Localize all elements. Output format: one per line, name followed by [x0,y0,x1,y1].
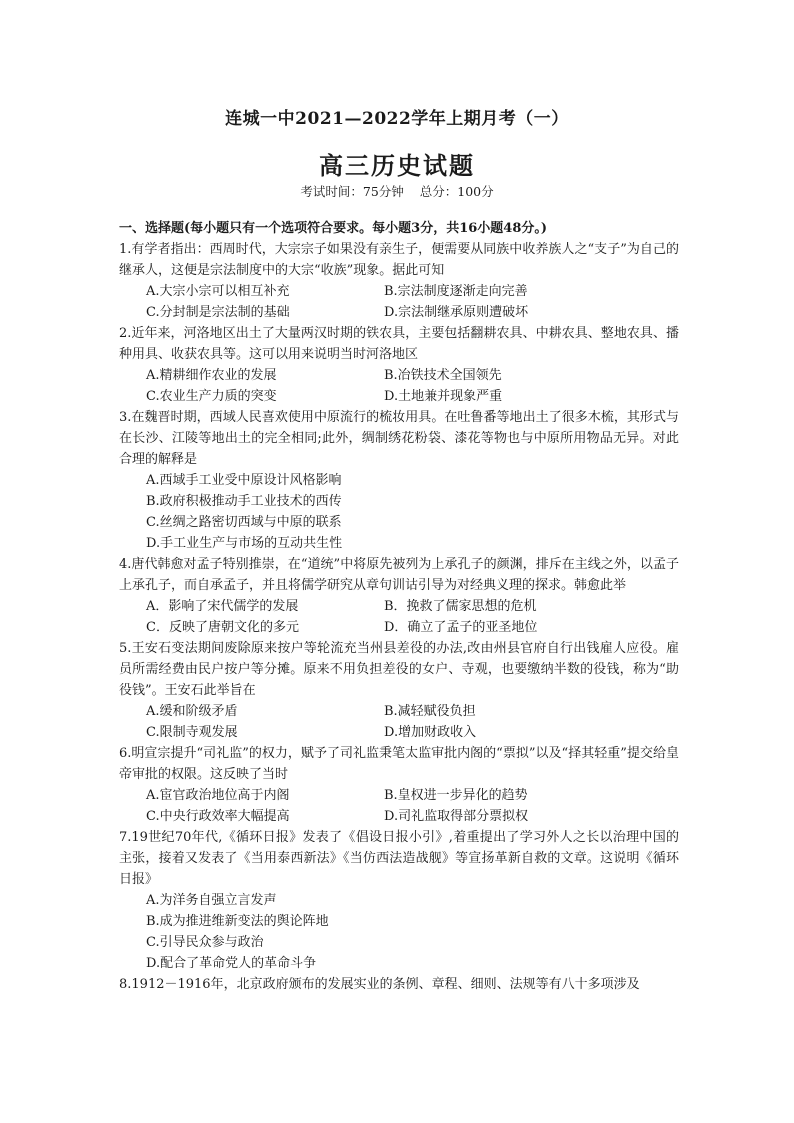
option-b: B.皇权进一步异化的趋势 [384,788,528,803]
header [0,104,794,129]
option-d: D.土地兼并现象严重 [384,389,503,404]
question-stem: 8.1912－1916年，北京政府颁布的发展实业的条例、章程、细则、法规等有八十多项涉及 [119,977,640,992]
option-d: D．确立了孟子的亚圣地位 [384,620,538,635]
question-stem: 3.在魏晋时期，西域人民喜欢使用中原流行的梳妆用具。在吐鲁番等地出土了很多木梳，其形式与在长沙、江陵等地出土的完全相同;此外，绸制绣花粉袋、漆花等物也与中原所用物品无异。对此合理的解释是 [119,410,679,467]
question-stem: 5.王安石变法期间废除原来按户等轮流充当州县差役的办法,改由州县官府自行出钱雇人应役。雇员所需经费由民户按户等分摊。原来不用负担差役的女户、寺观，也要缴纳半数的役钱，称为“助役钱”。王安石此举旨在 [119,641,679,698]
question-stem: 2.近年来，河洛地区出土了大量两汉时期的铁农具，主要包括翻耕农具、中耕农具、整地农具、播种用具、收获农具等。这可以用来说明当时河洛地区 [119,326,679,362]
question-stem: 6.明宣宗提升“司礼监”的权力，赋予了司礼监秉笔太监审批内阁的“票拟”以及“择其轻重”提交给皇帝审批的权限。这反映了当时 [119,746,679,782]
options-grid [119,785,679,827]
option-b: B．挽救了儒家思想的危机 [384,599,537,614]
option-b: B.成为推进维新变法的舆论阵地 [146,914,329,929]
option-a: A.宦官政治地位高于内阁 [146,788,290,803]
option-d: D.司礼监取得部分票拟权 [384,809,529,824]
option-c: C.限制寺观发展 [146,725,238,740]
option-a: A.为洋务自强立言发声 [146,893,277,908]
question-stem: 7.19世纪70年代,《循环日报》发表了《倡设日报小引》,着重提出了学习外人之长以治理中国的主张，接着又发表了《当用泰西新法》《当仿西法造战舰》等宣扬革新自救的文章。这说明《循环日报》 [119,830,679,887]
option-a: A.大宗小宗可以相互补充 [146,284,290,299]
option-c: C.中央行政效率大幅提高 [146,809,290,824]
option-a: A.缓和阶级矛盾 [146,704,238,719]
question-list [119,218,679,995]
option-d: D.手工业生产与市场的互动共生性 [146,536,343,551]
options-grid [119,281,679,323]
exam-meta [0,182,794,200]
option-c: C.农业生产力质的突变 [146,389,277,404]
question-stem: 1.有学者指出：西周时代，大宗宗子如果没有亲生子，便需要从同族中收养族人之“支子”为自己的继承人，这便是宗法制度中的大宗“收族”现象。据此可知 [119,242,679,278]
option-b: B.冶铁技术全国领先 [384,368,502,383]
question-stem: 4.唐代韩愈对孟子特别推崇，在“道统”中将原先被列为上承孔子的颜渊，排斥在主线之外，以孟子上承孔子，而自承孟子，并且将儒学研究从章句训诂引导为对经典义理的探求。韩愈此举 [119,557,679,593]
option-c: C.分封制是宗法制的基础 [146,305,290,320]
option-c: C.丝绸之路密切西域与中原的联系 [146,515,342,530]
options-grid [119,365,679,407]
exam-time: 考试时间：75分钟 [300,184,404,199]
option-b: B.宗法制度逐渐走向完善 [384,284,528,299]
school-exam-title: 连城一中2021—2022学年上期月考（一） [225,109,569,129]
options-list [119,890,679,974]
options-grid [119,701,679,743]
option-b: B.减轻赋役负担 [384,704,476,719]
subject-title: 高三历史试题 [319,151,475,180]
options-list [119,470,679,554]
option-a: A．影响了宋代儒学的发展 [146,599,299,614]
option-b: B.政府积极推动手工业技术的西传 [146,494,342,509]
section-title: 一、选择题(每小题只有一个选项符合要求。每小题3分，共16小题48分。) [119,221,548,236]
option-c: C．反映了唐朝文化的多元 [146,620,299,635]
options-grid [119,596,679,638]
option-a: A.西域手工业受中原设计风格影响 [146,473,342,488]
option-d: D.配合了革命党人的革命斗争 [146,956,317,971]
option-c: C.引导民众参与政治 [146,935,264,950]
option-d: D.宗法制继承原则遭破坏 [384,305,529,320]
option-a: A.精耕细作农业的发展 [146,368,277,383]
total-score: 总分：100分 [419,184,494,199]
option-d: D.增加财政收入 [384,725,477,740]
